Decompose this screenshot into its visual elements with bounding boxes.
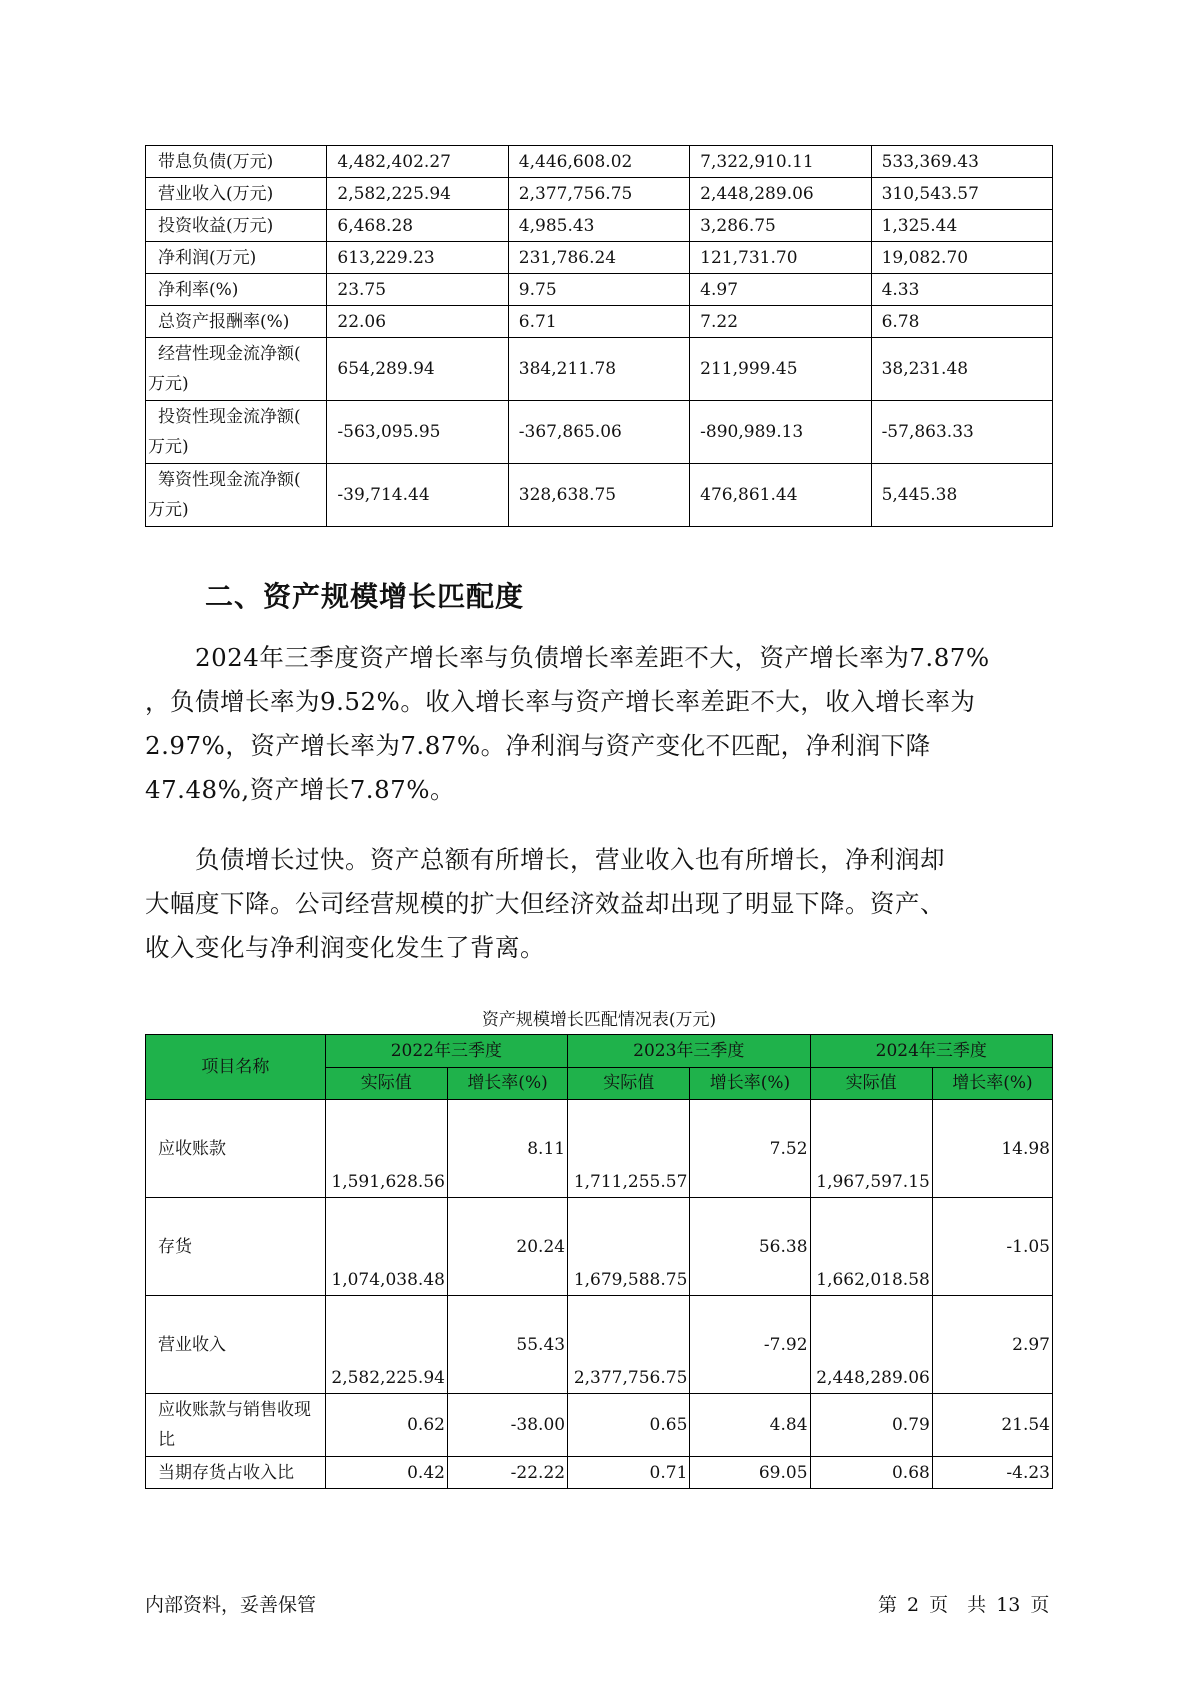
header-period: 2024年三季度	[810, 1035, 1052, 1068]
cell-value: 22.06	[327, 306, 508, 338]
cell-value: 2,582,225.94	[327, 178, 508, 210]
cell-value: 5,445.38	[871, 464, 1052, 527]
cell-value: 2,448,289.06	[810, 1296, 932, 1394]
cell-value: -22.22	[447, 1457, 567, 1489]
header-period: 2022年三季度	[325, 1035, 567, 1068]
row-label-line: 筹资性现金流净额(	[158, 470, 301, 490]
financial-summary-table	[145, 145, 1053, 527]
cell-value: 211,999.45	[690, 338, 871, 401]
cell-value: 8.11	[447, 1100, 567, 1198]
cell-value: 6,468.28	[327, 210, 508, 242]
cell-value: 384,211.78	[508, 338, 689, 401]
row-label	[146, 464, 327, 527]
row-label: 总资产报酬率(%)	[146, 306, 327, 338]
footer-page-number: 第 2 页 共 13 页	[878, 1594, 1050, 1616]
row-label: 应收账款与销售收现比	[146, 1394, 326, 1457]
table-caption: 资产规模增长匹配情况表(万元)	[481, 1010, 717, 1030]
cell-value: -38.00	[447, 1394, 567, 1457]
cell-value: 55.43	[447, 1296, 567, 1394]
row-label: 带息负债(万元)	[146, 146, 327, 178]
row-label: 应收账款	[146, 1100, 326, 1198]
cell-value: 4.84	[690, 1394, 810, 1457]
cell-value: 14.98	[932, 1100, 1052, 1198]
cell-value: 0.68	[810, 1457, 932, 1489]
cell-value: -890,989.13	[690, 401, 871, 464]
cell-value: 69.05	[690, 1457, 810, 1489]
row-label	[146, 338, 327, 401]
cell-value: -39,714.44	[327, 464, 508, 527]
table-header-row	[146, 1035, 1053, 1068]
cell-value: 6.78	[871, 306, 1052, 338]
cell-value: 2.97	[932, 1296, 1052, 1394]
cell-value: 56.38	[690, 1198, 810, 1296]
row-label-line: 投资性现金流净额(	[158, 407, 301, 427]
cell-value: 4.97	[690, 274, 871, 306]
body-paragraph: 负债增长过快。资产总额有所增长，营业收入也有所增长，净利润却 大幅度下降。公司经营规模的扩大但经济效益却出现了明显下降。资产、 收入变化与净利润变化发生了背离。	[145, 845, 945, 962]
cell-value: -57,863.33	[871, 401, 1052, 464]
row-label-line: 万元)	[148, 374, 189, 394]
row-label-line: 经营性现金流净额(	[158, 344, 301, 364]
body-paragraph: 2024年三季度资产增长率与负债增长率差距不大，资产增长率为7.87% ，负债增长率为9.52%。收入增长率与资产增长率差距不大，收入增长率为 2.97%，资产增长率为7.87%。净利润与资产变化不匹配，净利润下降 47.48%,资产增长7.87%。	[145, 643, 990, 804]
table-row	[146, 338, 1053, 401]
cell-value: 4,446,608.02	[508, 146, 689, 178]
cell-value: 7.22	[690, 306, 871, 338]
table-row	[146, 1394, 1053, 1457]
cell-value: 1,074,038.48	[325, 1198, 447, 1296]
row-label: 投资收益(万元)	[146, 210, 327, 242]
row-label: 营业收入	[146, 1296, 326, 1394]
cell-value: 1,711,255.57	[568, 1100, 690, 1198]
cell-value: 0.42	[325, 1457, 447, 1489]
cell-value: 2,582,225.94	[325, 1296, 447, 1394]
header-period: 2023年三季度	[568, 1035, 810, 1068]
cell-value: 0.79	[810, 1394, 932, 1457]
cell-value: -563,095.95	[327, 401, 508, 464]
cell-value: 9.75	[508, 274, 689, 306]
cell-value: 20.24	[447, 1198, 567, 1296]
row-label-line: 万元)	[148, 500, 189, 520]
row-label	[146, 401, 327, 464]
cell-value: 1,591,628.56	[325, 1100, 447, 1198]
header-item-name: 项目名称	[146, 1035, 326, 1100]
cell-value: 476,861.44	[690, 464, 871, 527]
cell-value: 38,231.48	[871, 338, 1052, 401]
cell-value: 0.62	[325, 1394, 447, 1457]
cell-value: 3,286.75	[690, 210, 871, 242]
cell-value: -4.23	[932, 1457, 1052, 1489]
row-label: 净利率(%)	[146, 274, 327, 306]
table-row	[146, 274, 1053, 306]
cell-value: 19,082.70	[871, 242, 1052, 274]
footer-confidential-note: 内部资料，妥善保管	[145, 1594, 317, 1616]
table-row	[146, 401, 1053, 464]
table-row	[146, 178, 1053, 210]
row-label: 营业收入(万元)	[146, 178, 327, 210]
table-row	[146, 1296, 1053, 1394]
cell-value: 2,377,756.75	[508, 178, 689, 210]
cell-value: 1,325.44	[871, 210, 1052, 242]
header-actual: 实际值	[810, 1067, 932, 1100]
row-label: 存货	[146, 1198, 326, 1296]
cell-value: 4,482,402.27	[327, 146, 508, 178]
cell-value: 231,786.24	[508, 242, 689, 274]
cell-value: 4,985.43	[508, 210, 689, 242]
section-heading: 二、资产规模增长匹配度	[205, 580, 525, 613]
cell-value: -7.92	[690, 1296, 810, 1394]
header-growth: 增长率(%)	[690, 1067, 810, 1100]
cell-value: 1,662,018.58	[810, 1198, 932, 1296]
table-row	[146, 306, 1053, 338]
table-row	[146, 1198, 1053, 1296]
cell-value: 121,731.70	[690, 242, 871, 274]
cell-value: 0.65	[568, 1394, 690, 1457]
cell-value: 310,543.57	[871, 178, 1052, 210]
asset-growth-match-table	[145, 1034, 1053, 1489]
cell-value: 4.33	[871, 274, 1052, 306]
cell-value: 23.75	[327, 274, 508, 306]
header-actual: 实际值	[325, 1067, 447, 1100]
cell-value: 328,638.75	[508, 464, 689, 527]
cell-value: 6.71	[508, 306, 689, 338]
table-row	[146, 1100, 1053, 1198]
cell-value: 7,322,910.11	[690, 146, 871, 178]
table-row	[146, 210, 1053, 242]
header-growth: 增长率(%)	[932, 1067, 1052, 1100]
table-row	[146, 1457, 1053, 1489]
cell-value: 0.71	[568, 1457, 690, 1489]
header-actual: 实际值	[568, 1067, 690, 1100]
cell-value: 1,967,597.15	[810, 1100, 932, 1198]
row-label: 净利润(万元)	[146, 242, 327, 274]
cell-value: 2,377,756.75	[568, 1296, 690, 1394]
cell-value: 654,289.94	[327, 338, 508, 401]
cell-value: 1,679,588.75	[568, 1198, 690, 1296]
table-row	[146, 146, 1053, 178]
cell-value: 613,229.23	[327, 242, 508, 274]
cell-value: -1.05	[932, 1198, 1052, 1296]
header-growth: 增长率(%)	[447, 1067, 567, 1100]
table-row	[146, 464, 1053, 527]
row-label: 当期存货占收入比	[146, 1457, 326, 1489]
table-row	[146, 242, 1053, 274]
cell-value: 533,369.43	[871, 146, 1052, 178]
cell-value: -367,865.06	[508, 401, 689, 464]
cell-value: 2,448,289.06	[690, 178, 871, 210]
row-label-line: 万元)	[148, 437, 189, 457]
cell-value: 7.52	[690, 1100, 810, 1198]
cell-value: 21.54	[932, 1394, 1052, 1457]
